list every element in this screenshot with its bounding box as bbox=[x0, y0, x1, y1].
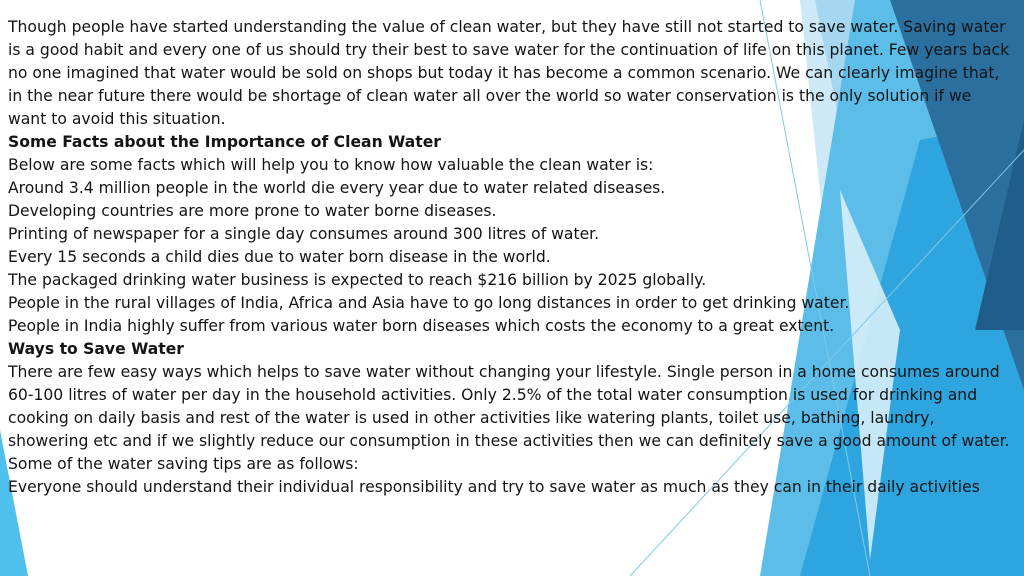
slide-text-block bbox=[8, 16, 1014, 499]
paragraph-ways: There are few easy ways which helps to save water without changing your lifestyle. Single person in a home consumes around 60-100 litres of water per day in the household activities. Only 2.5% of the total water consumption is used for drinking and cooking on daily basis and rest of the water is used in other activities like watering plants, toilet use, bathing, laundry, showering etc and if we slightly reduce our consumption in these activities then we can definitely save a good amount of water. bbox=[8, 363, 1010, 450]
heading-facts: Some Facts about the Importance of Clean Water bbox=[8, 133, 441, 151]
paragraph-facts-intro: Below are some facts which will help you to know how valuable the clean water is: bbox=[8, 156, 654, 174]
paragraph-intro: Though people have started understanding the value of clean water, but they have still not started to save water. Saving water is a good habit and every one of us should try their best to save water for the continuation of life on this planet. Few years back no one imagined that water would be sold on shops but today it has become a common scenario. We can clearly imagine that, in the near future there would be shortage of clean water all over the world so water conservation is the only solution if we want to avoid this situation. bbox=[8, 18, 1010, 128]
heading-ways: Ways to Save Water bbox=[8, 340, 184, 358]
fact-item: Every 15 seconds a child dies due to water born disease in the world. bbox=[8, 248, 551, 266]
fact-item: People in the rural villages of India, Africa and Asia have to go long distances in order to get drinking water. bbox=[8, 294, 850, 312]
fact-item: Around 3.4 million people in the world die every year due to water related diseases. bbox=[8, 179, 666, 197]
paragraph-tips-intro: Some of the water saving tips are as follows: bbox=[8, 455, 359, 473]
fact-item: People in India highly suffer from various water born diseases which costs the economy to a great extent. bbox=[8, 317, 835, 335]
fact-item: The packaged drinking water business is expected to reach $216 billion by 2025 globally. bbox=[8, 271, 707, 289]
fact-item: Developing countries are more prone to water borne diseases. bbox=[8, 202, 497, 220]
tip-item: Everyone should understand their individual responsibility and try to save water as much as they can in their daily activities bbox=[8, 478, 980, 496]
fact-item: Printing of newspaper for a single day consumes around 300 litres of water. bbox=[8, 225, 600, 243]
